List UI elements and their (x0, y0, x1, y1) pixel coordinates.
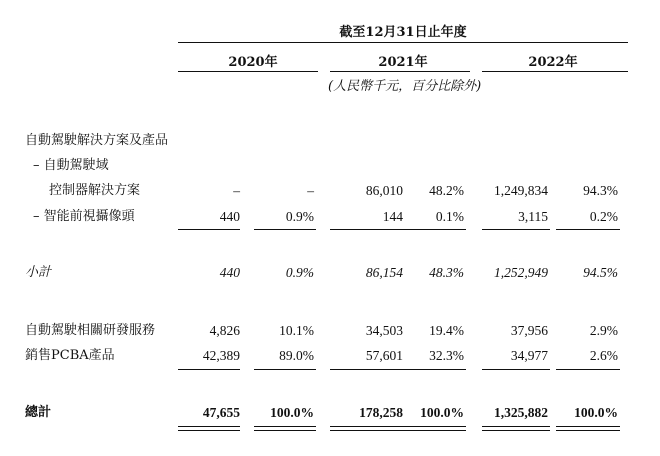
year-2020-rule (178, 71, 318, 72)
camera-2020-pct: 0.9% (285, 209, 314, 224)
total-2022-pct: 100.0% (574, 405, 618, 420)
period-title: 截至12月31日止年度 (339, 25, 467, 40)
rd-2020-amount: 4,826 (209, 323, 240, 338)
total-2022-amount: 1,325,882 (494, 405, 548, 420)
camera-2021-pct: 0.1% (435, 209, 464, 224)
rd-2021-amount: 34,503 (365, 323, 403, 338)
rd-2022-pct: 2.9% (589, 323, 618, 338)
rule-2022-pct (556, 229, 620, 230)
total-double-rule-top-2020-amount (178, 426, 240, 427)
rd-2020-pct: 10.1% (279, 323, 314, 338)
rule-2020-amount (178, 229, 240, 230)
subtotal-2021-pct: 48.3% (429, 265, 464, 280)
domain-controller-label-line2: 控制器解決方案 (49, 183, 141, 198)
camera-2020-amount: 440 (219, 209, 240, 224)
rule-pcba-2020-pct (254, 369, 316, 370)
rd-2022-amount: 37,956 (510, 323, 548, 338)
total-double-rule-bottom-2022-amount (482, 430, 550, 431)
total-2021-amount: 178,258 (359, 405, 403, 420)
pcba-sales-label: 銷售PCBA產品 (25, 348, 115, 363)
subtotal-label: 小計 (25, 265, 52, 280)
subtotal-2020-amount: 440 (219, 265, 240, 280)
total-label: 總計 (25, 405, 52, 420)
rule-pcba-2021-amount (330, 369, 406, 370)
total-2020-pct: 100.0% (270, 405, 314, 420)
header-rule (178, 42, 628, 43)
year-2020-header: 2020年 (228, 55, 278, 70)
camera-label: – 智能前視攝像頭 (33, 209, 135, 224)
domain-controller-label-line1: – 自動駕駛域 (33, 158, 109, 173)
rule-pcba-2022-amount (482, 369, 550, 370)
rule-2022-amount (482, 229, 550, 230)
domain-2022-amount: 1,249,834 (494, 183, 548, 198)
rd-2021-pct: 19.4% (429, 323, 464, 338)
rule-2021-amount (330, 229, 406, 230)
domain-2022-pct: 94.3% (583, 183, 618, 198)
rule-2021-pct (406, 229, 466, 230)
rd-services-label: 自動駕駛相關研發服務 (25, 323, 156, 338)
total-double-rule-top-2020-pct (254, 426, 316, 427)
total-double-rule-top-2022-pct (556, 426, 620, 427)
subtotal-2022-amount: 1,252,949 (494, 265, 548, 280)
pcba-2020-amount: 42,389 (202, 348, 240, 363)
domain-2020-pct: – (307, 183, 314, 198)
camera-2022-pct: 0.2% (589, 209, 618, 224)
rule-pcba-2022-pct (556, 369, 620, 370)
subtotal-2021-amount: 86,154 (365, 265, 403, 280)
year-2021-header: 2021年 (378, 55, 428, 70)
category-title: 自動駕駛解決方案及產品 (25, 133, 169, 148)
total-double-rule-bottom-2020-pct (254, 430, 316, 431)
pcba-2022-pct: 2.6% (589, 348, 618, 363)
total-double-rule-top-2021-pct (406, 426, 466, 427)
total-2021-pct: 100.0% (420, 405, 464, 420)
pcba-2021-pct: 32.3% (429, 348, 464, 363)
total-double-rule-bottom-2022-pct (556, 430, 620, 431)
year-2021-rule (330, 71, 470, 72)
rule-pcba-2020-amount (178, 369, 240, 370)
total-double-rule-top-2021-amount (330, 426, 406, 427)
rule-pcba-2021-pct (406, 369, 466, 370)
unit-note: (人民幣千元，百分比除外) (328, 79, 482, 94)
subtotal-2022-pct: 94.5% (583, 265, 618, 280)
total-double-rule-bottom-2021-amount (330, 430, 406, 431)
total-double-rule-top-2022-amount (482, 426, 550, 427)
pcba-2022-amount: 34,977 (510, 348, 548, 363)
rule-2020-pct (254, 229, 316, 230)
year-2022-header: 2022年 (528, 55, 578, 70)
camera-2021-amount: 144 (382, 209, 403, 224)
total-double-rule-bottom-2020-amount (178, 430, 240, 431)
domain-2021-pct: 48.2% (429, 183, 464, 198)
subtotal-2020-pct: 0.9% (285, 265, 314, 280)
year-2022-rule (482, 71, 628, 72)
total-2020-amount: 47,655 (202, 405, 240, 420)
camera-2022-amount: 3,115 (518, 209, 548, 224)
pcba-2021-amount: 57,601 (365, 348, 403, 363)
domain-2021-amount: 86,010 (365, 183, 403, 198)
total-double-rule-bottom-2021-pct (406, 430, 466, 431)
pcba-2020-pct: 89.0% (279, 348, 314, 363)
domain-2020-amount: – (233, 183, 240, 198)
